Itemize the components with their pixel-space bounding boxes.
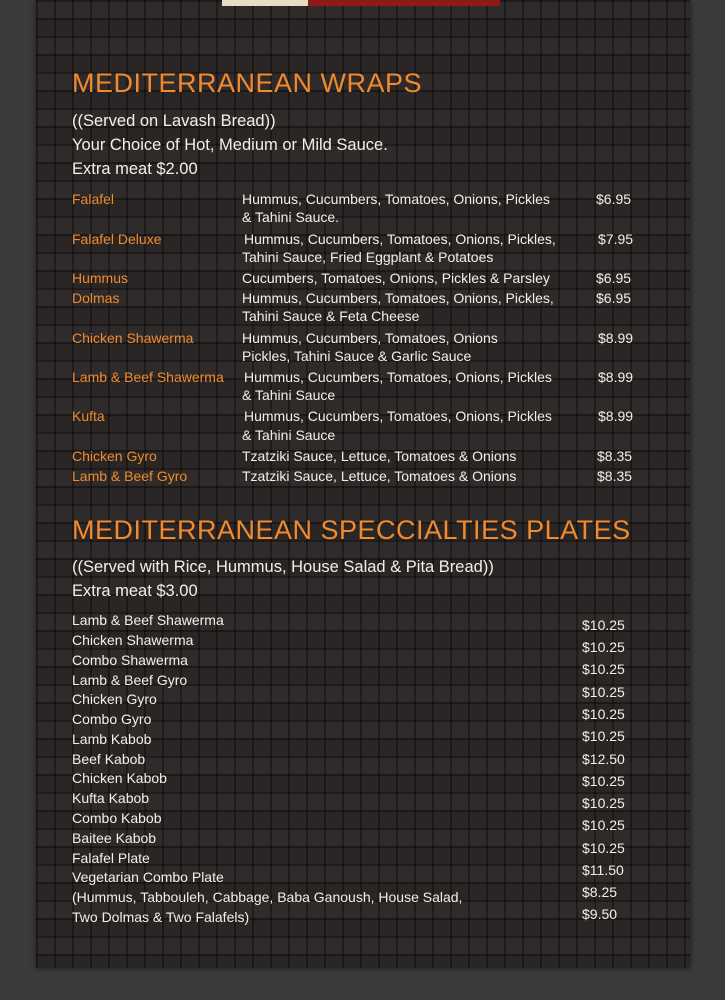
plates-title: MEDITERRANEAN SPECCIALTIES PLATES bbox=[72, 515, 631, 545]
plate-name: Baitee Kabob bbox=[72, 830, 157, 846]
wrap-item-name: Chicken Shawerma bbox=[72, 330, 194, 346]
plate-name: Lamb Kabob bbox=[72, 731, 152, 747]
plate-name: Beef Kabob bbox=[72, 751, 146, 767]
wrap-item-desc: Tzatziki Sauce, Lettuce, Tomatoes & Onions bbox=[242, 448, 517, 464]
plate-name: Combo Kabob bbox=[72, 810, 162, 826]
wrap-item-price: $6.95 bbox=[596, 191, 632, 207]
wrap-item-lamb-beef-shawerma bbox=[36, 367, 690, 387]
plate-name: Combo Gyro bbox=[72, 711, 152, 727]
wrap-item-price: $8.99 bbox=[598, 330, 634, 346]
wrap-item-desc: Tzatziki Sauce, Lettuce, Tomatoes & Onions bbox=[242, 468, 517, 484]
wrap-item-desc: Cucumbers, Tomatoes, Onions, Pickles & Parsley bbox=[242, 270, 550, 286]
wrap-item-falafel bbox=[36, 189, 690, 209]
plate-name: Lamb & Beef Shawerma bbox=[72, 612, 224, 628]
plates-note: Extra meat $3.00 bbox=[72, 582, 198, 600]
wrap-item-chicken-gyro bbox=[36, 446, 690, 466]
wrap-item-desc: Pickles, Tahini Sauce & Garlic Sauce bbox=[242, 348, 472, 364]
wrap-item-falafel-deluxe bbox=[36, 229, 690, 249]
wrap-item-desc: Tahini Sauce & Feta Cheese bbox=[242, 308, 420, 324]
plate-name: Falafel Plate bbox=[72, 850, 150, 866]
plates-note: ((Served with Rice, Hummus, House Salad & Pita Bread)) bbox=[72, 558, 494, 576]
plate-name: Chicken Kabob bbox=[72, 770, 167, 786]
wrap-item-price: $8.35 bbox=[597, 468, 633, 484]
wrap-item-desc: Hummus, Cucumbers, Tomatoes, Onions, Pickles, bbox=[244, 231, 556, 247]
wrap-item-price: $6.95 bbox=[596, 270, 632, 286]
menu-page bbox=[36, 0, 690, 968]
top-accent-cream bbox=[222, 0, 308, 6]
top-accent-red bbox=[308, 0, 500, 6]
plate-price: $10.25 bbox=[582, 728, 625, 744]
plate-name: Chicken Gyro bbox=[72, 691, 157, 707]
wrap-item-desc: Tahini Sauce, Fried Eggplant & Potatoes bbox=[242, 249, 494, 265]
plate-price: $10.25 bbox=[582, 773, 625, 789]
wrap-item-name: Falafel bbox=[72, 191, 115, 207]
wrap-item-name: Lamb & Beef Gyro bbox=[72, 468, 188, 484]
plate-price: $10.25 bbox=[582, 639, 625, 655]
wrap-item-chicken-shawerma bbox=[36, 328, 690, 348]
wrap-item-desc: Hummus, Cucumbers, Tomatoes, Onions, Pickles bbox=[242, 191, 550, 207]
plate-price: $11.50 bbox=[582, 862, 624, 878]
plate-name: Kufta Kabob bbox=[72, 790, 150, 806]
wrap-item-desc: Hummus, Cucumbers, Tomatoes, Onions bbox=[242, 330, 498, 346]
wrap-item-desc: & Tahini Sauce bbox=[242, 427, 336, 443]
wrap-item-price: $8.99 bbox=[598, 369, 634, 385]
plate-name: Chicken Shawerma bbox=[72, 632, 194, 648]
plate-name: Vegetarian Combo Plate bbox=[72, 869, 224, 885]
wrap-item-name: Kufta bbox=[72, 408, 105, 424]
wrap-item-price: $6.95 bbox=[596, 290, 632, 306]
wrap-item-desc: & Tahini Sauce. bbox=[242, 209, 340, 225]
plate-name: Lamb & Beef Gyro bbox=[72, 672, 188, 688]
wraps-note: ((Served on Lavash Bread)) bbox=[72, 112, 276, 130]
wrap-item-name: Hummus bbox=[72, 270, 129, 286]
wrap-item-kufta bbox=[36, 406, 690, 426]
wrap-item-desc: & Tahini Sauce bbox=[242, 387, 336, 403]
plate-name: (Hummus, Tabbouleh, Cabbage, Baba Ganoush, House Salad, bbox=[72, 889, 463, 905]
wrap-item-name: Dolmas bbox=[72, 290, 120, 306]
wrap-item-desc: Hummus, Cucumbers, Tomatoes, Onions, Pickles bbox=[244, 408, 552, 424]
plate-price: $10.25 bbox=[582, 617, 625, 633]
wrap-item-price: $8.99 bbox=[598, 408, 634, 424]
wrap-item-desc: Hummus, Cucumbers, Tomatoes, Onions, Pickles, bbox=[242, 290, 554, 306]
wrap-item-name: Falafel Deluxe bbox=[72, 231, 162, 247]
wraps-title: MEDITERRANEAN WRAPS bbox=[72, 68, 423, 98]
wrap-item-price: $7.95 bbox=[598, 231, 634, 247]
wrap-item-price: $8.35 bbox=[597, 448, 633, 464]
wrap-item-dolmas bbox=[36, 288, 690, 308]
plate-price: $10.25 bbox=[582, 840, 625, 856]
wrap-item-lamb-beef-gyro bbox=[36, 466, 690, 486]
plate-price: $12.50 bbox=[582, 751, 625, 767]
plate-price: $8.25 bbox=[582, 884, 618, 900]
plate-name: Combo Shawerma bbox=[72, 652, 188, 668]
wraps-note: Your Choice of Hot, Medium or Mild Sauce. bbox=[72, 136, 388, 154]
wrap-item-desc: Hummus, Cucumbers, Tomatoes, Onions, Pickles bbox=[244, 369, 552, 385]
plate-price: $10.25 bbox=[582, 706, 625, 722]
plate-name: Two Dolmas & Two Falafels) bbox=[72, 909, 250, 925]
plate-price: $10.25 bbox=[582, 795, 625, 811]
plate-price: $10.25 bbox=[582, 817, 625, 833]
wrap-item-hummus bbox=[36, 268, 690, 288]
plate-price: $10.25 bbox=[582, 684, 625, 700]
plate-price: $9.50 bbox=[582, 906, 618, 922]
plate-price: $10.25 bbox=[582, 661, 625, 677]
wrap-item-name: Lamb & Beef Shawerma bbox=[72, 369, 224, 385]
wrap-item-name: Chicken Gyro bbox=[72, 448, 157, 464]
wraps-note: Extra meat $2.00 bbox=[72, 160, 198, 178]
